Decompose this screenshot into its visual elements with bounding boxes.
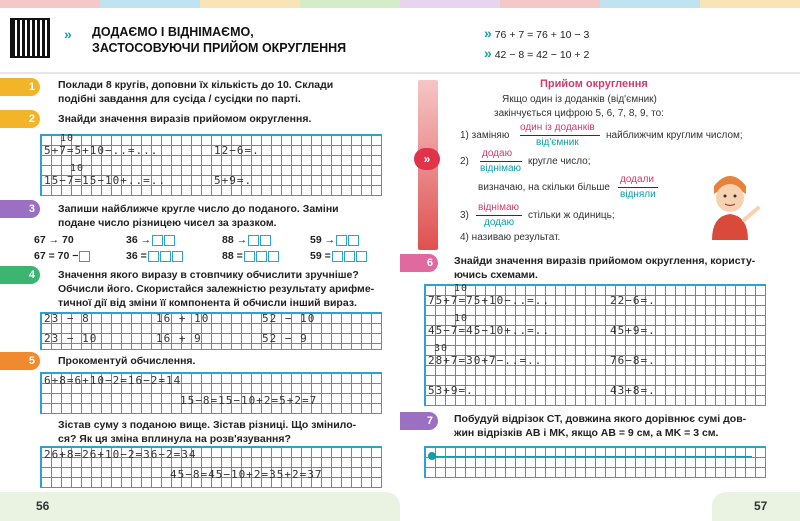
task-2-row-1a: 5+7=5+10−..=... [44, 144, 159, 157]
task-5-line-4: 45−8=45−10+2=35+2=37 [170, 468, 323, 481]
task-7-point [428, 452, 436, 460]
task-4-cell-3: 52 − 10 [262, 312, 316, 325]
task-5-line-2: 15−8=15−10+2=5+2=7 [180, 394, 318, 407]
task-5-line-3: 26+8=26+10−2=36−2=34 [44, 448, 197, 461]
task-6-mark-2: 10 [454, 313, 469, 324]
task-4-text: Значення якого виразу в стовпчику обчислити зручніше? Обчисли його. Скористайся залежністю результату арифме- тичної дії від зміни її компонента й обчисли інший вираз. [58, 269, 375, 309]
task-number-6: 6 [400, 254, 438, 272]
rule-intro-1: Якщо один із доданків (від'ємник) [502, 94, 657, 105]
task-2-row-1b: 12−6=. [214, 144, 260, 157]
task-3-ex-6: 36 = [126, 250, 183, 262]
page-number-left: 56 [36, 499, 50, 513]
rule-step-2-bot: віднімаю [480, 163, 522, 174]
task-3-ex-5: 67 = 70 − [34, 250, 90, 262]
rule-intro-2: закінчується цифрою 5, 6, 7, 8, 9, то: [494, 108, 664, 119]
rule-step-3-pre: 3) [460, 210, 469, 221]
title-line-2: ЗАСТОСОВУЮЧИ ПРИЙОМ ОКРУГЛЕННЯ [92, 41, 347, 55]
rule-chevron-icon: » [414, 148, 440, 170]
rule-step-1-pre: 1) заміняю [460, 130, 510, 141]
task-number-3: 3 [0, 200, 40, 218]
rule-step-3-post: стільки ж одиниць; [528, 210, 615, 221]
rule-step-2-fraction-bar [480, 161, 522, 162]
task-3-ex-7: 88 = [222, 250, 279, 262]
task-2-mark-1: 10 [60, 133, 75, 144]
task-2-row-2a: 15−7=15−10+..=.. [44, 174, 166, 187]
task-5-line-1: 6+8=6+10−2=16−2=14 [44, 374, 182, 387]
rule-title: Прийом округлення [540, 78, 648, 90]
rule-step-2-top: додаю [482, 148, 513, 159]
task-3-ex-2: 36 → [126, 234, 175, 246]
page-title [92, 24, 346, 56]
task-6-row-1a: 75+7=75+10−..=.. [428, 294, 550, 307]
task-7-line [432, 456, 752, 457]
header-divider [0, 72, 800, 74]
top-color-bar [0, 0, 800, 8]
task-number-7: 7 [400, 412, 438, 430]
task-5-text-2: Зістав суму з поданою вище. Зістав різниці. Що змінило- ся? Як ця зміна вплинула на розв'язування? [58, 419, 357, 445]
task-6-row-2a: 45−7=45−10+..=.. [428, 324, 550, 337]
rule-step-3-fraction-bar [476, 215, 522, 216]
task-2-text: Знайди значення виразів прийомом округлення. [58, 113, 312, 125]
task-number-5: 5 [0, 352, 40, 370]
task-2-mark-2: 10 [70, 163, 85, 174]
rule-step-2-pre: 2) [460, 156, 469, 167]
rule-step-2b-top: додали [620, 174, 654, 185]
task-7-grid [424, 446, 766, 478]
boy-illustration-icon [700, 168, 760, 240]
rule-step-1-post: найближчим круглим числом; [606, 130, 743, 141]
rule-step-2b-fraction-bar [618, 187, 658, 188]
rule-step-3-bot: додаю [484, 217, 515, 228]
header-example-1: » 76 + 7 = 76 + 10 − 3 [484, 25, 590, 41]
task-6-row-2b: 45+9=. [610, 324, 656, 337]
task-6-row-4b: 43+8=. [610, 384, 656, 397]
task-4-cell-4: 23 − 10 [44, 332, 98, 345]
task-3-text: Запиши найближче кругле число до поданого. Заміни подане число різницею чисел за зразком. [58, 203, 339, 229]
task-3-ex-4: 59 → [310, 234, 359, 246]
task-6-row-3a: 28+7=30+7−..=.. [428, 354, 543, 367]
task-2-row-2b: 5+9=. [214, 174, 253, 187]
task-number-2: 2 [0, 110, 40, 128]
task-6-mark-3: 30 [434, 343, 449, 354]
rule-step-2b-bot: відняли [620, 189, 656, 200]
rule-step-4: 4) називаю результат. [460, 232, 561, 243]
task-number-1: 1 [0, 78, 40, 96]
task-4-cell-1: 23 − 8 [44, 312, 90, 325]
task-6-row-3b: 76−8=. [610, 354, 656, 367]
task-number-4: 4 [0, 266, 40, 284]
task-3-ex-8: 59 = [310, 250, 367, 262]
task-4-cell-5: 16 + 9 [156, 332, 202, 345]
header-example-2: » 42 − 8 = 42 − 10 + 2 [484, 45, 590, 61]
task-3-ex-3: 88 → [222, 234, 271, 246]
rule-step-1-bot: від'ємник [536, 137, 579, 148]
task-7-text: Побудуй відрізок CT, довжина якого дорівнює сумі дов- жин відрізків AB і MK, якщо AB = 9 см, а MK = 3 см. [454, 413, 747, 439]
rule-step-2-post: кругле число; [528, 156, 591, 167]
rule-step-3-top: віднімаю [478, 202, 520, 213]
task-6-text: Знайди значення виразів прийомом округлення, користу- ючись схемами. [454, 255, 756, 281]
task-1-text: Поклади 8 кругів, доповни їх кількість до 10. Склади подібні завдання для сусіда / сусідки по парті. [58, 79, 334, 105]
rule-step-2b-pre: визначаю, на скільки більше [478, 182, 610, 193]
chevron-icon: » [64, 26, 72, 42]
task-6-row-1b: 22−6=. [610, 294, 656, 307]
task-3-ex-1: 67 → 70 [34, 234, 74, 246]
task-5-text: Прокоментуй обчислення. [58, 355, 196, 367]
task-4-cell-6: 52 − 9 [262, 332, 308, 345]
header-examples [484, 24, 589, 64]
task-6-row-4a: 53+9=. [428, 384, 474, 397]
task-6-mark-1: 10 [454, 283, 469, 294]
footer-left [0, 492, 400, 521]
page-number-right: 57 [754, 499, 768, 513]
qr-code-icon[interactable] [10, 18, 50, 58]
rule-step-1-top: один із доданків [520, 122, 595, 133]
task-4-cell-2: 16 + 10 [156, 312, 210, 325]
title-line-1: ДОДАЄМО І ВІДНІМАЄМО, [92, 25, 254, 39]
rule-step-1-fraction-bar [520, 135, 600, 136]
